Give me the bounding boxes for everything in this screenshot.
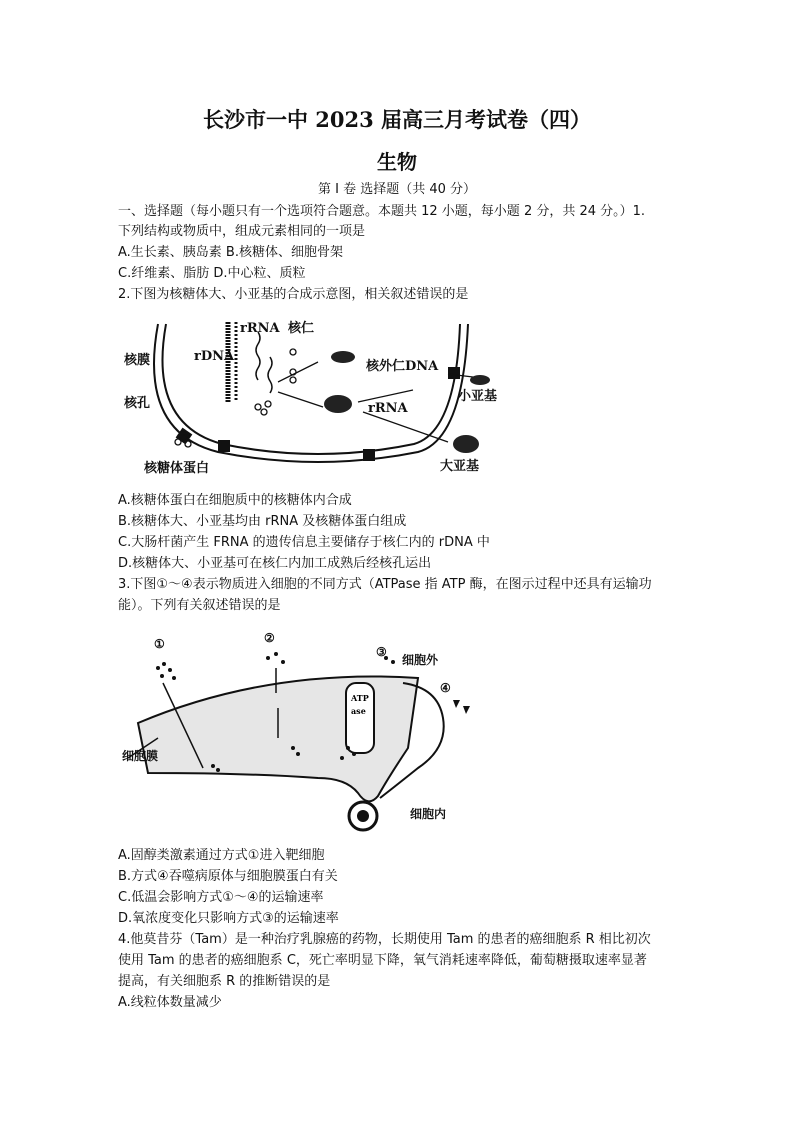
particles-mode4: [453, 700, 470, 714]
label-small-subunit: 小亚基: [458, 389, 498, 404]
q2-option-d: D.核糖体大、小亚基可在核仁内加工成熟后经核孔运出: [118, 556, 432, 571]
subunit-blob: [331, 351, 355, 363]
q3-option-c: C.低温会影响方式①～④的运输速率: [118, 890, 324, 905]
label-rrna-lower: rRNA: [368, 401, 408, 416]
nuclear-pore: [363, 449, 375, 461]
membrane-transport-figure: [118, 628, 498, 840]
nuclear-pore: [448, 367, 460, 379]
label-nuclear-membrane: 核膜: [124, 353, 151, 368]
subject-heading: 生物: [377, 150, 417, 174]
label-rrna-top: rRNA: [240, 321, 280, 336]
label-inside-cell: 细胞内: [410, 807, 447, 821]
q1-stem: 下列结构或物质中，组成元素相同的一项是: [118, 224, 366, 239]
label-cell-membrane: 细胞膜: [122, 749, 159, 763]
q2-option-a: A.核糖体蛋白在细胞质中的核糖体内合成: [118, 493, 352, 508]
subunit-blob: [324, 395, 352, 413]
vesicle-core: [357, 810, 369, 822]
q3-option-d: D.氧浓度变化只影响方式③的运输速率: [118, 911, 339, 926]
q3-stem-line-1: 3.下图①～④表示物质进入细胞的不同方式（ATPase 指 ATP 酶，在图示过程中还具有运输功: [118, 577, 652, 592]
ribosome-synthesis-figure: [118, 312, 518, 487]
rrna-squiggle: [268, 357, 272, 393]
label-large-subunit: 大亚基: [440, 459, 480, 474]
q3-option-b: B.方式④吞噬病原体与细胞膜蛋白有关: [118, 869, 338, 884]
q3-option-a: A.固醇类激素通过方式①进入靶细胞: [118, 848, 325, 863]
membrane-band: [138, 676, 418, 801]
large-subunit-blob: [453, 435, 479, 453]
mode-1-marker: ①: [154, 637, 165, 651]
rrna-squiggle: [256, 332, 260, 380]
q2-stem: 2.下图为核糖体大、小亚基的合成示意图，相关叙述错误的是: [118, 287, 469, 302]
section-heading: 第 I 卷 选择题（共 40 分）: [317, 182, 477, 197]
label-ribosomal-protein: 核糖体蛋白: [144, 461, 210, 476]
q2-option-c: C.大肠杆菌产生 FRNA 的遗传信息主要储存于核仁内的 rDNA 中: [118, 535, 490, 550]
label-extra-nucleolar-dna: 核外仁DNA: [366, 359, 439, 374]
atpase-label-2: ase: [351, 706, 366, 716]
q4-stem-line-2: 使用 Tam 的患者的癌细胞系 C，死亡率明显下降，氧气消耗速率降低，葡萄糖摄取速率显著: [118, 953, 647, 968]
q4-option-a: A.线粒体数量减少: [118, 995, 222, 1010]
exam-title: 长沙市一中 2023 届高三月考试卷（四）: [202, 107, 592, 132]
instructions-line-1: 一、选择题（每小题只有一个选项符合题意。本题共 12 小题，每小题 2 分，共 24 分。）1.: [118, 204, 646, 219]
nuclear-membrane-inner: [162, 324, 460, 454]
q2-option-b: B.核糖体大、小亚基均由 rRNA 及核糖体蛋白组成: [118, 514, 407, 529]
mode-4-marker: ④: [440, 681, 451, 695]
q1-options-cd: C.纤维素、脂肪 D.中心粒、质粒: [118, 266, 306, 281]
small-subunit-blob: [470, 375, 490, 385]
q4-stem-line-1: 4.他莫昔芬（Tam）是一种治疗乳腺癌的药物，长期使用 Tam 的患者的癌细胞系 R 相比初次: [118, 932, 651, 947]
q3-stem-line-2: 能）。下列有关叙述错误的是: [118, 598, 281, 613]
label-nuclear-pore: 核孔: [124, 396, 151, 411]
label-nucleolus: 核仁: [288, 321, 315, 336]
label-rdna: rDNA: [194, 349, 235, 364]
q4-stem-line-3: 提高，有关细胞系 R 的推断错误的是: [118, 974, 331, 989]
atpase-label-1: ATP: [351, 693, 369, 703]
q1-options-ab: A.生长素、胰岛素 B.核糖体、细胞骨架: [118, 245, 343, 260]
label-outside-cell: 细胞外: [402, 653, 439, 667]
nuclear-pore: [218, 440, 230, 452]
mode-3-marker: ③: [376, 645, 387, 659]
mode-2-marker: ②: [264, 631, 275, 645]
